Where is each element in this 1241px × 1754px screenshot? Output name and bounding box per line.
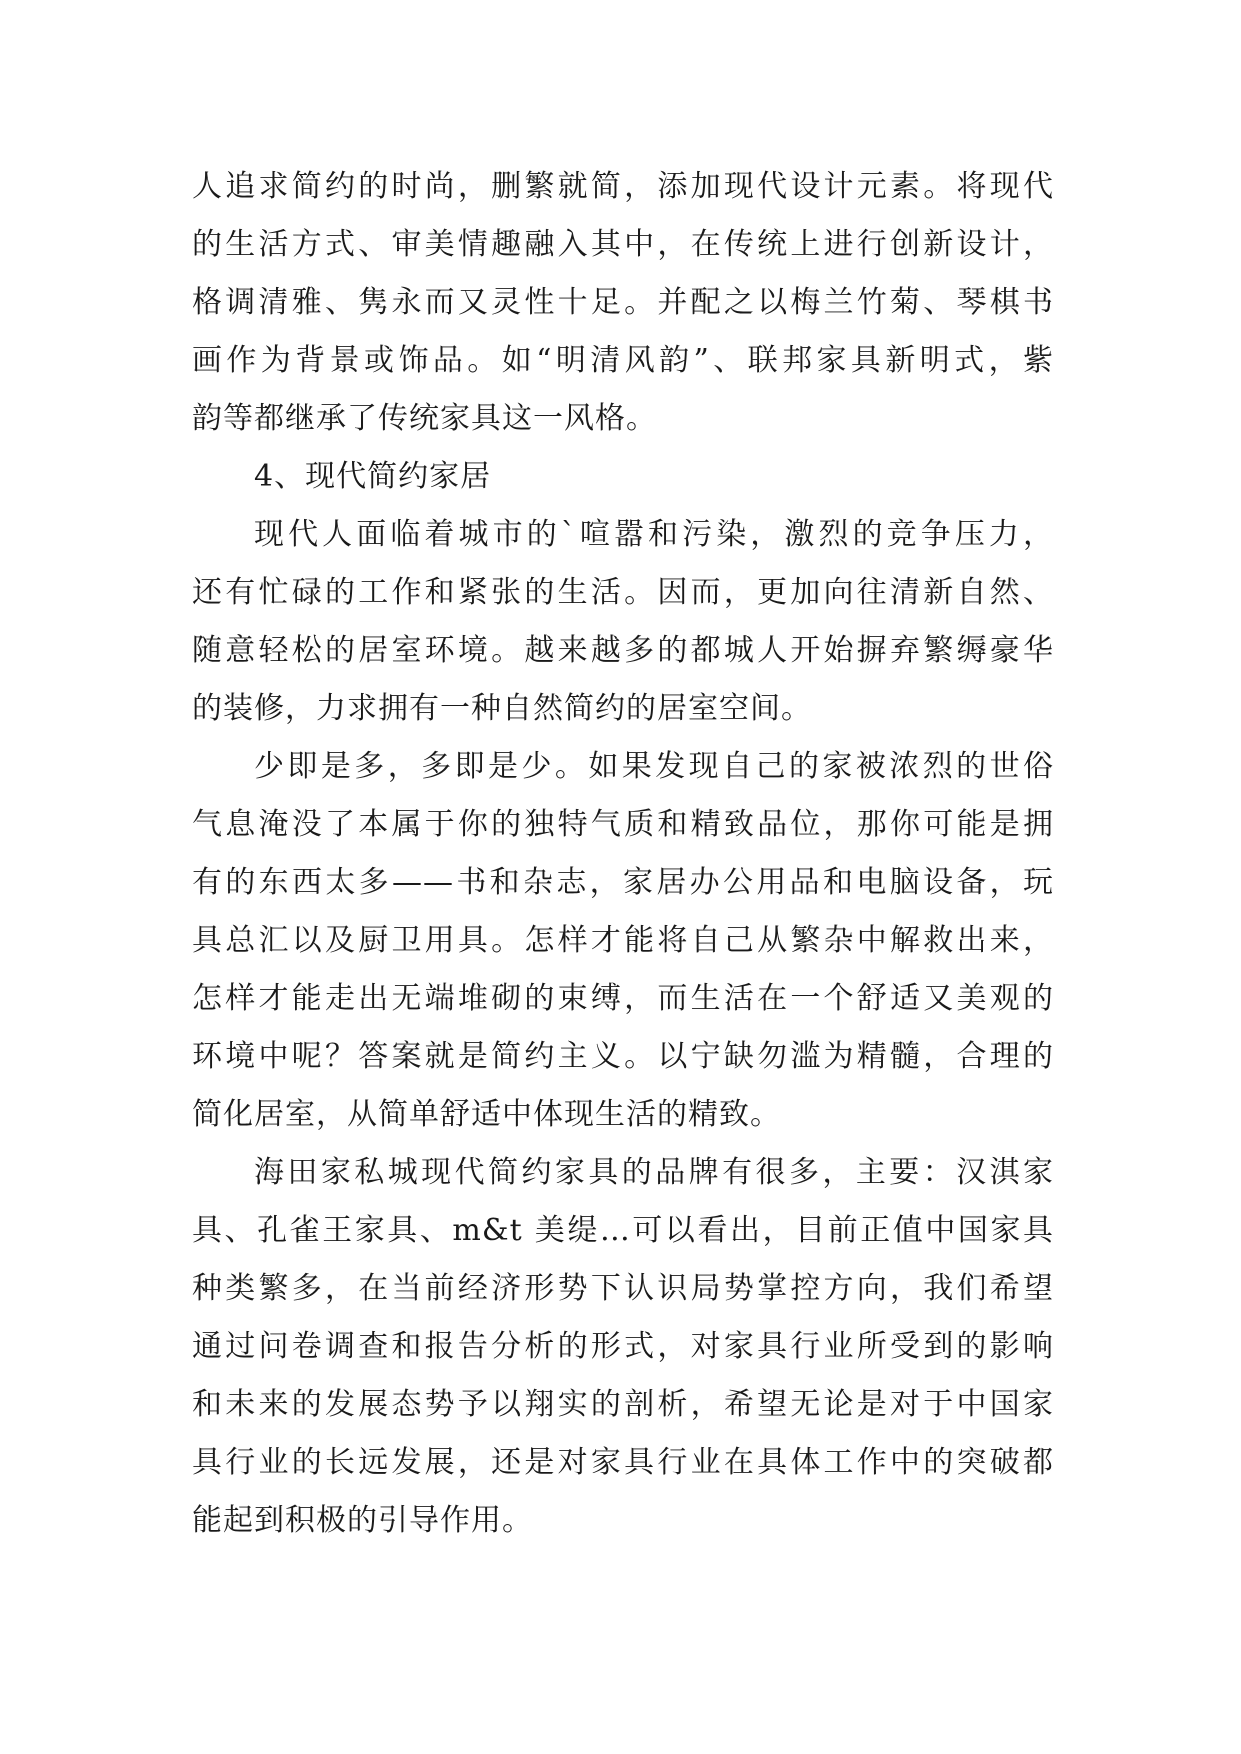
paragraph-line: 的装修，力求拥有一种自然简约的居室空间。 [192,691,812,726]
paragraph-line: 还有忙碌的工作和紧张的生活。因而，更加向往清新自然、 [192,575,1054,610]
paragraph-line: 怎样才能走出无端堆砌的束缚，而生活在一个舒适又美观的 [192,981,1054,1016]
paragraph-line: 具、孔雀王家具、m&t 美缇…可以看出，目前正值中国家具 [192,1213,1054,1248]
paragraph-line: 现代人面临着城市的`喧嚣和污染，激烈的竞争压力， [254,517,1054,552]
paragraph-line: 少即是多，多即是少。如果发现自己的家被浓烈的世俗 [254,749,1054,784]
paragraph-line: 韵等都继承了传统家具这一风格。 [192,401,657,436]
paragraph-line: 能起到积极的引导作用。 [192,1503,533,1538]
paragraph-line: 气息淹没了本属于你的独特气质和精致品位，那你可能是拥 [192,807,1054,842]
paragraph-line: 种类繁多，在当前经济形势下认识局势掌控方向，我们希望 [192,1271,1054,1306]
paragraph-line: 格调清雅、隽永而又灵性十足。并配之以梅兰竹菊、琴棋书 [192,285,1054,320]
paragraph-line: 具行业的长远发展，还是对家具行业在具体工作中的突破都 [192,1445,1054,1480]
section-heading: 4、现代简约家居 [254,459,492,494]
paragraph-line: 简化居室，从简单舒适中体现生活的精致。 [192,1097,781,1132]
paragraph-line: 随意轻松的居室环境。越来越多的都城人开始摒弃繁缛豪华 [192,633,1054,668]
paragraph-line: 具总汇以及厨卫用具。怎样才能将自己从繁杂中解救出来， [192,923,1054,958]
paragraph-line: 有的东西太多——书和杂志，家居办公用品和电脑设备，玩 [192,865,1054,900]
paragraph-line: 人追求简约的时尚，删繁就简，添加现代设计元素。将现代 [192,169,1054,204]
paragraph-line: 海田家私城现代简约家具的品牌有很多，主要：汉淇家 [254,1155,1054,1190]
paragraph-line: 的生活方式、审美情趣融入其中，在传统上进行创新设计， [192,227,1054,262]
paragraph-line: 和未来的发展态势予以翔实的剖析，希望无论是对于中国家 [192,1387,1054,1422]
paragraph-line: 画作为背景或饰品。如“明清风韵”、联邦家具新明式，紫 [192,343,1054,378]
document-body [192,158,1054,1550]
paragraph-line: 环境中呢？答案就是简约主义。以宁缺勿滥为精髓，合理的 [192,1039,1054,1074]
paragraph-line: 通过问卷调查和报告分析的形式，对家具行业所受到的影响 [192,1329,1054,1364]
